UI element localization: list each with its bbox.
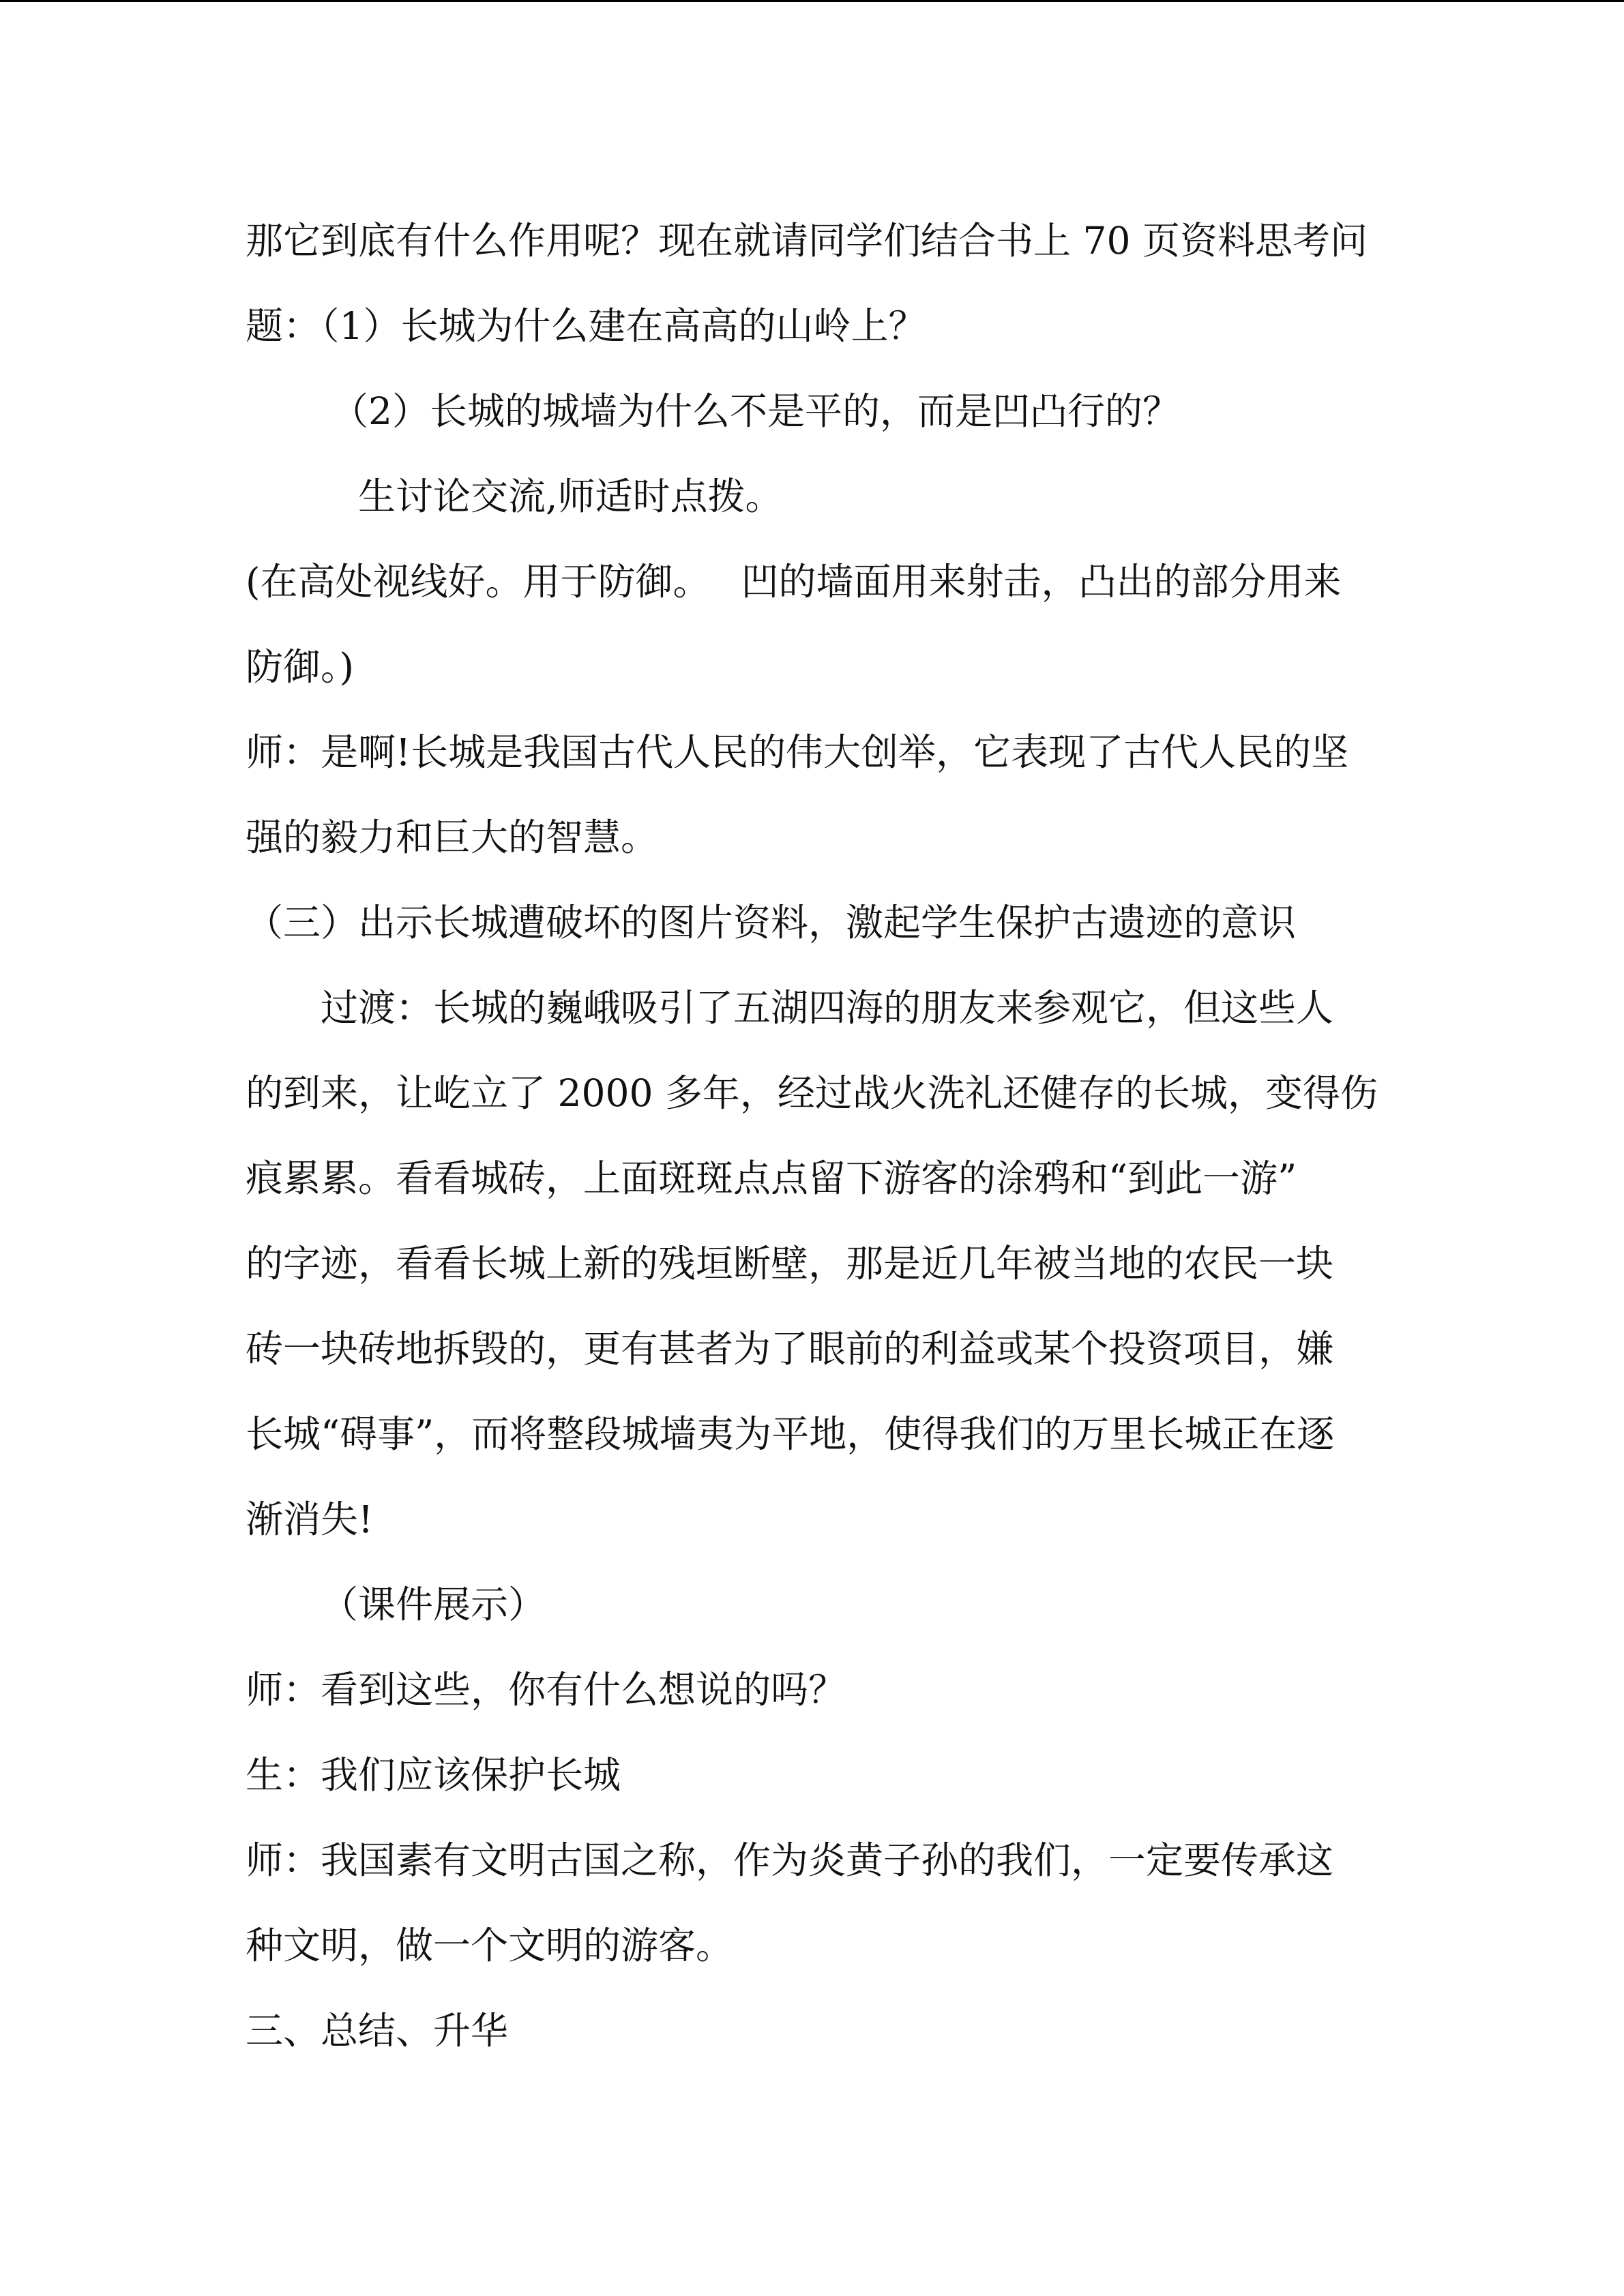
transition-line-7: 渐消失! <box>246 1497 374 1541</box>
paragraph-line-2: 题：（1）长城为什么建在高高的山岭上？ <box>246 304 926 348</box>
transition-line-4: 的字迹，看看长城上新的残垣断壁，那是近几年被当地的农民一块 <box>246 1242 1334 1285</box>
teacher-line-1: 师：是啊!长城是我国古代人民的伟大创举，它表现了古代人民的坚 <box>246 730 1349 774</box>
transition-line-5: 砖一块砖地拆毁的，更有甚者为了眼前的利益或某个投资项目，嫌 <box>246 1327 1334 1371</box>
section-heading-summary: 三、总结、升华 <box>246 2009 509 2053</box>
question-2-line: （2）长城的城墙为什么不是平的，而是凹凸行的？ <box>331 389 1180 433</box>
transition-line-6: 长城“碍事”，而将整段城墙夷为平地，使得我们的万里长城正在逐 <box>246 1412 1335 1456</box>
section-heading-3: （三）出示长城遭破坏的图片资料，激起学生保护古遗迹的意识 <box>246 901 1297 944</box>
teacher-closing-line-1: 师：我国素有文明古国之称，作为炎黄子孙的我们，一定要传承这 <box>246 1838 1334 1882</box>
teacher-line-2: 强的毅力和巨大的智慧。 <box>246 816 659 859</box>
transition-line-1: 过渡：长城的巍峨吸引了五湖四海的朋友来参观它，但这些人 <box>321 986 1334 1030</box>
answer-line-1: (在高处视线好。用于防御。 凹的墙面用来射击，凸出的部分用来 <box>246 560 1342 603</box>
teacher-question: 师：看到这些，你有什么想说的吗？ <box>246 1668 846 1712</box>
paragraph-line-1: 那它到底有什么作用呢？现在就请同学们结合书上 70 页资料思考问 <box>246 219 1368 263</box>
transition-line-3: 痕累累。看看城砖，上面斑斑点点留下游客的涂鸦和“到此一游” <box>246 1157 1297 1200</box>
student-answer: 生：我们应该保护长城 <box>246 1753 621 1797</box>
discussion-line: 生讨论交流,师适时点拨。 <box>358 475 783 518</box>
answer-line-2: 防御。) <box>246 645 354 689</box>
transition-line-2: 的到来，让屹立了 2000 多年，经过战火洗礼还健存的长城，变得伤 <box>246 1071 1378 1115</box>
teacher-closing-line-2: 种文明，做一个文明的游客。 <box>246 1924 734 1967</box>
courseware-note: （课件展示） <box>321 1583 546 1626</box>
